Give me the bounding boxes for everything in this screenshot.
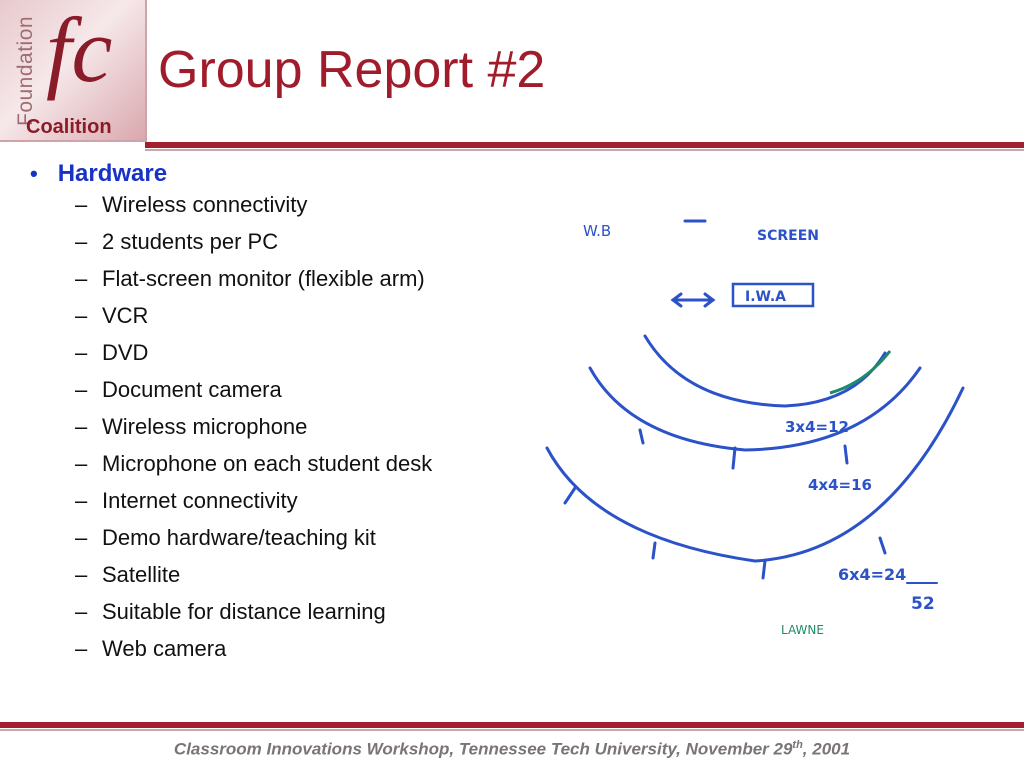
list-item: [75, 340, 530, 377]
list-item: [75, 599, 530, 636]
total-calc: 52: [911, 594, 935, 614]
title-divider: [145, 142, 1024, 148]
list-item-label: VCR: [102, 303, 149, 328]
hardware-sublist: [30, 192, 530, 673]
classroom-layout-sketch: [545, 218, 965, 636]
dash-icon: –: [75, 525, 88, 550]
dash-icon: –: [75, 488, 88, 513]
list-item-label: Document camera: [102, 377, 282, 402]
dash-icon: –: [75, 340, 88, 365]
iwa-label: I.W.A: [745, 289, 786, 305]
list-item-label: Microphone on each student desk: [102, 451, 433, 476]
bullet-dot-icon: •: [30, 161, 38, 186]
desk-divider: [640, 430, 643, 443]
bullet-hardware: [30, 160, 530, 188]
dash-icon: –: [75, 414, 88, 439]
list-item-label: Satellite: [102, 562, 181, 587]
list-item: [75, 266, 530, 303]
title-divider-shadow: [145, 149, 1024, 151]
footer-text: Classroom Innovations Workshop, Tennessee Tech University, November 29: [173, 739, 793, 759]
dash-icon: –: [75, 562, 88, 587]
footer-divider-shadow: [0, 729, 1024, 731]
footer-year: , 2001: [802, 739, 851, 759]
list-item-label: Suitable for distance learning: [102, 599, 386, 624]
row1-calc: 3x4=12: [785, 418, 849, 436]
desk-divider: [845, 446, 847, 463]
desk-divider: [733, 448, 735, 468]
foundation-coalition-logo: [0, 0, 147, 142]
list-item: [75, 636, 530, 673]
list-item: [75, 414, 530, 451]
list-item: [75, 377, 530, 414]
sketch-drawing: [545, 218, 965, 636]
dash-icon: –: [75, 636, 88, 661]
screen-label: SCREEN: [757, 228, 819, 244]
dash-icon: –: [75, 377, 88, 402]
seating-row-2: [590, 368, 920, 450]
list-item: [75, 451, 530, 488]
list-item-label: DVD: [102, 340, 149, 365]
wb-label: W.B: [583, 222, 612, 240]
list-item: [75, 525, 530, 562]
list-item-label: Internet connectivity: [102, 488, 298, 513]
dash-icon: –: [75, 266, 88, 291]
list-item-label: Wireless microphone: [102, 414, 308, 439]
footer-divider: [0, 722, 1024, 728]
slide-content: [30, 160, 530, 673]
bottom-label: LAWNE: [781, 623, 824, 636]
seating-row-3: [547, 388, 963, 561]
desk-divider: [763, 561, 765, 578]
list-item-label: Demo hardware/teaching kit: [102, 525, 376, 550]
bullet-hardware-label: Hardware: [57, 160, 168, 187]
dash-icon: –: [75, 192, 88, 217]
logo-coalition-text: Coalition: [26, 116, 112, 138]
list-item: [75, 229, 530, 266]
dash-icon: –: [75, 451, 88, 476]
slide-footer: [0, 739, 1024, 760]
list-item-label: Wireless connectivity: [102, 192, 308, 217]
list-item-label: Flat-screen monitor (flexible arm): [102, 266, 425, 291]
dash-icon: –: [75, 229, 88, 254]
logo-fc-monogram: fc: [46, 0, 113, 101]
seating-row-1: [645, 336, 885, 406]
list-item: [75, 488, 530, 525]
list-item: [75, 303, 530, 340]
slide-title: Group Report #2: [158, 41, 546, 99]
dash-icon: –: [75, 303, 88, 328]
dash-icon: –: [75, 599, 88, 624]
list-item-label: 2 students per PC: [102, 229, 279, 254]
list-item-label: Web camera: [102, 636, 227, 661]
desk-divider: [653, 543, 655, 558]
desk-divider: [880, 538, 885, 553]
logo-foundation-text: Foundation: [14, 15, 37, 126]
list-item: [75, 192, 530, 229]
list-item: [75, 562, 530, 599]
footer-superscript: th: [792, 739, 803, 751]
desk-divider: [565, 488, 575, 503]
row3-calc: 6x4=24: [838, 565, 907, 584]
row2-calc: 4x4=16: [808, 476, 872, 494]
